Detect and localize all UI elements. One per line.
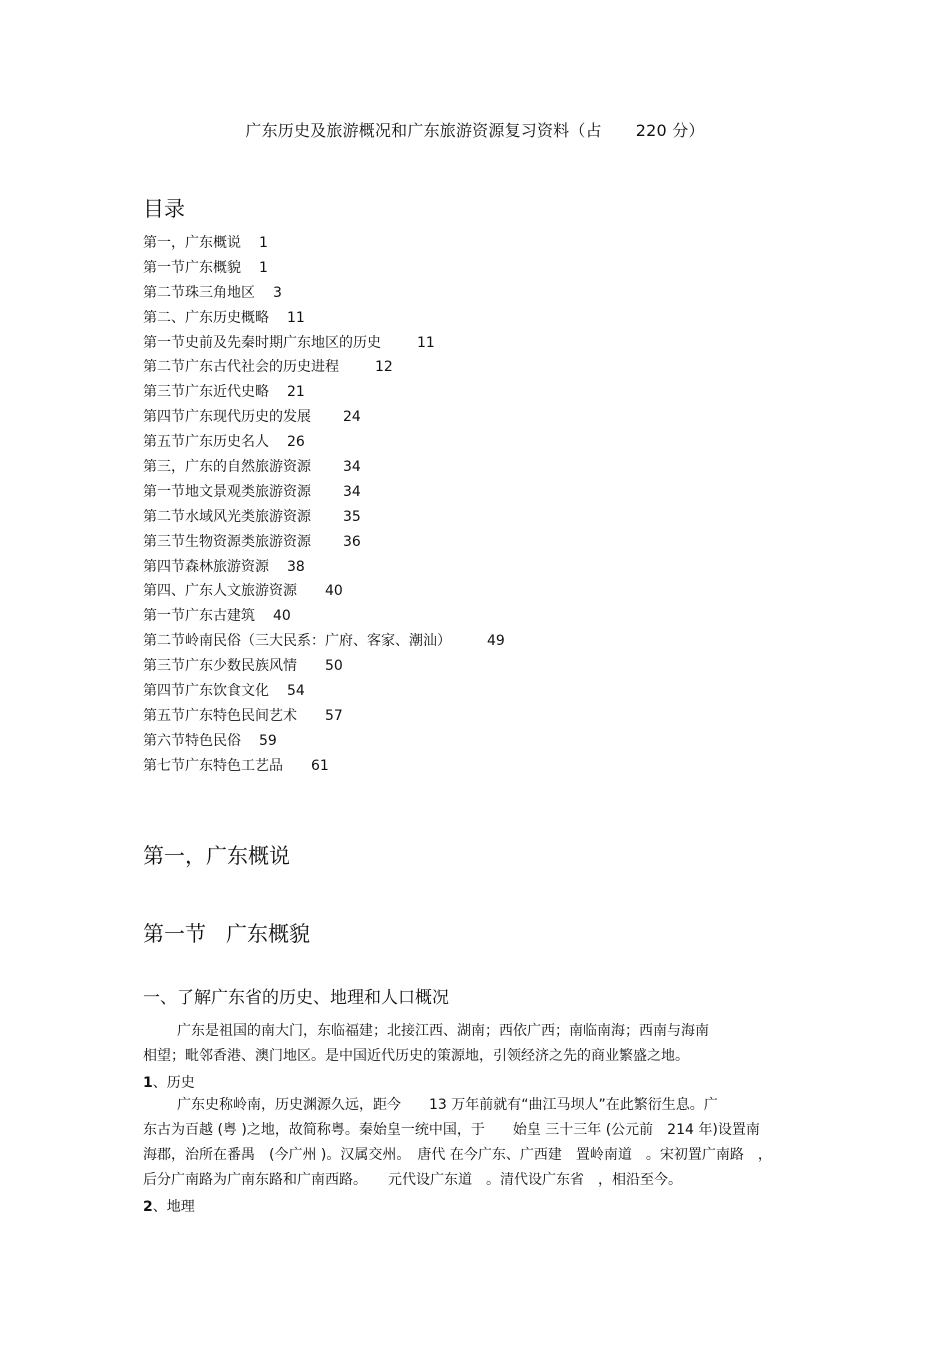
toc-entry-label: 第三节广东近代史略	[143, 384, 269, 401]
toc-entry-label: 第一节地文景观类旅游资源	[143, 483, 311, 500]
toc-entry[interactable]	[143, 579, 663, 604]
toc-entry-page: 34	[343, 459, 361, 476]
toc-entry-page: 1	[259, 235, 268, 251]
toc-entry[interactable]	[143, 604, 663, 629]
item-number: 1	[143, 1075, 153, 1091]
document-title	[0, 118, 950, 141]
document-title-score: 220 分）	[635, 121, 705, 140]
toc-entry-page: 36	[343, 533, 361, 550]
toc-entry-page: 49	[487, 633, 505, 650]
subsection-heading: 一、了解广东省的历史、地理和人口概况	[143, 988, 449, 1008]
toc-entry[interactable]	[143, 530, 663, 555]
toc-entry-page: 38	[287, 558, 305, 575]
item-label: 、地理	[152, 1199, 195, 1215]
toc-entry-page: 3	[273, 284, 282, 301]
item-number: 2	[143, 1199, 153, 1215]
chapter-heading: 第一，广东概说	[143, 844, 290, 868]
toc-entry-label: 第四节森林旅游资源	[143, 558, 269, 575]
toc-entry[interactable]	[143, 281, 663, 306]
toc-entry[interactable]	[143, 380, 663, 405]
paragraph-line: 广东史称岭南，历史渊源久远，距今 13 万年前就有“曲江马坝人”在此繁衍生息。广	[177, 1097, 718, 1113]
toc-heading: 目录	[143, 197, 185, 221]
paragraph-line: 广东是祖国的南大门，东临福建；北接江西、湖南；西依广西；南临南海；西南与海南	[177, 1023, 709, 1039]
toc-entry-page: 34	[343, 483, 361, 500]
toc-entry-page: 35	[343, 508, 361, 525]
toc-entry-page: 61	[311, 757, 329, 774]
toc-entry[interactable]	[143, 405, 663, 430]
toc-entry[interactable]	[143, 505, 663, 530]
toc-entry[interactable]	[143, 555, 663, 580]
toc-entry-label: 第四、广东人文旅游资源	[143, 583, 297, 600]
toc-entry-label: 第三节广东少数民族风情	[143, 658, 297, 675]
toc-entry[interactable]	[143, 256, 663, 281]
toc-entry[interactable]	[143, 704, 663, 729]
toc-entry-page: 21	[287, 384, 305, 401]
toc-entry-label: 第二节岭南民俗（三大民系：广府、客家、潮汕）	[143, 633, 451, 650]
toc-entry[interactable]	[143, 331, 663, 356]
toc-entry-page: 59	[259, 732, 277, 749]
table-of-contents	[143, 231, 663, 779]
toc-entry-label: 第四节广东现代历史的发展	[143, 409, 311, 426]
toc-entry[interactable]	[143, 355, 663, 380]
toc-entry-label: 第二节广东古代社会的历史进程	[143, 359, 339, 376]
item-history-heading	[143, 1072, 195, 1092]
toc-entry-page: 26	[287, 434, 305, 451]
toc-entry-label: 第六节特色民俗	[143, 732, 241, 749]
toc-entry-label: 第一节广东概貌	[143, 259, 241, 276]
toc-entry-page: 24	[343, 409, 361, 426]
toc-entry-label: 第一节广东古建筑	[143, 608, 255, 625]
intro-paragraph	[143, 1019, 808, 1069]
toc-entry-page: 57	[325, 707, 343, 724]
toc-entry-label: 第五节广东特色民间艺术	[143, 707, 297, 724]
toc-entry-page: 12	[375, 359, 393, 376]
toc-entry[interactable]	[143, 729, 663, 754]
toc-entry[interactable]	[143, 430, 663, 455]
toc-entry-page: 40	[273, 608, 291, 625]
paragraph-line: 海郡，治所在番禺 (今广州 )。汉属交州。 唐代 在今广东、广西建 置岭南道 。宋初置广南路 ，	[143, 1147, 772, 1163]
item-geography-heading	[143, 1196, 195, 1216]
document-title-text: 广东历史及旅游概况和广东旅游资源复习资料（占	[245, 121, 602, 140]
section-title: 广东概貌	[226, 922, 310, 946]
toc-entry-page: 54	[287, 683, 305, 700]
item-label: 、历史	[152, 1075, 195, 1091]
paragraph-line: 相望；毗邻香港、澳门地区。是中国近代历史的策源地，引领经济之先的商业繁盛之地。	[143, 1048, 689, 1064]
toc-entry-page: 50	[325, 658, 343, 675]
section-heading	[143, 918, 310, 948]
toc-entry[interactable]	[143, 231, 663, 256]
toc-entry-label: 第七节广东特色工艺品	[143, 757, 283, 774]
paragraph-line: 后分广南路为广南东路和广南西路。 元代设广东道 。清代设广东省 ，相沿至今。	[143, 1172, 682, 1188]
toc-entry-label: 第五节广东历史名人	[143, 434, 269, 451]
toc-entry[interactable]	[143, 654, 663, 679]
toc-entry-label: 第三节生物资源类旅游资源	[143, 533, 311, 550]
toc-entry-label: 第二节珠三角地区	[143, 284, 255, 301]
toc-entry[interactable]	[143, 480, 663, 505]
paragraph-line: 东古为百越 (粤 )之地，故简称粤。秦始皇一统中国，于 始皇 三十三年 (公元前 214 年)设置南	[143, 1122, 760, 1138]
toc-entry[interactable]	[143, 306, 663, 331]
toc-entry-page: 11	[287, 309, 305, 326]
toc-entry-label: 第一节史前及先秦时期广东地区的历史	[143, 334, 381, 351]
section-number: 第一节	[143, 922, 206, 946]
history-paragraph	[143, 1093, 808, 1193]
toc-entry-label: 第二节水域风光类旅游资源	[143, 508, 311, 525]
toc-entry-label: 第一，广东概说	[143, 235, 241, 251]
toc-entry-page: 40	[325, 583, 343, 600]
toc-entry[interactable]	[143, 754, 663, 779]
toc-entry[interactable]	[143, 629, 663, 654]
toc-entry[interactable]	[143, 455, 663, 480]
toc-entry-label: 第三，广东的自然旅游资源	[143, 459, 311, 476]
toc-entry-page: 1	[259, 259, 268, 276]
toc-entry-page: 11	[417, 334, 435, 351]
toc-entry-label: 第四节广东饮食文化	[143, 683, 269, 700]
toc-entry[interactable]	[143, 679, 663, 704]
toc-entry-label: 第二、广东历史概略	[143, 309, 269, 326]
